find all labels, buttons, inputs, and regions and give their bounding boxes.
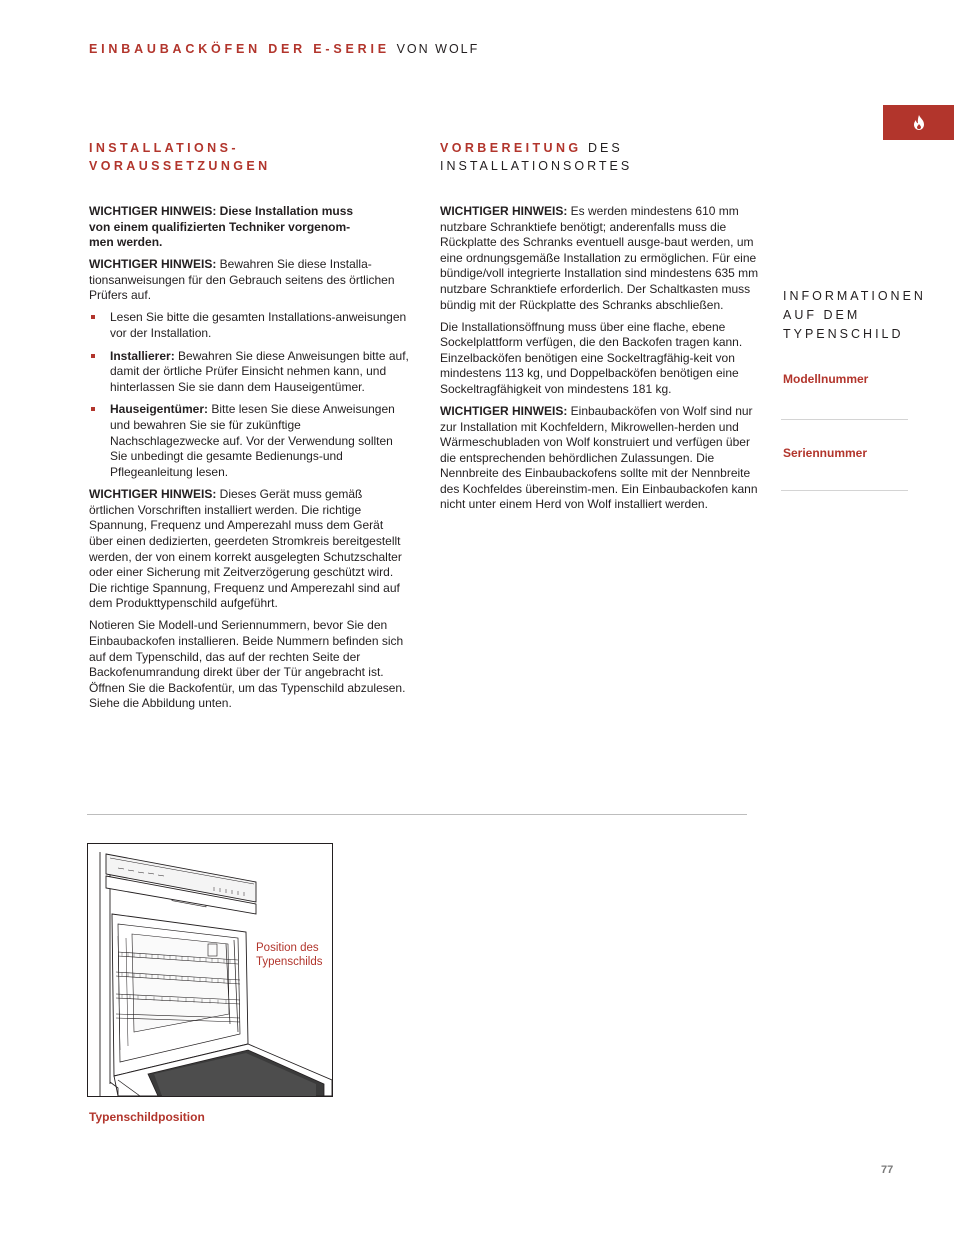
list-item	[89, 349, 409, 396]
divider	[781, 419, 908, 420]
important-note-technician	[89, 204, 409, 251]
text-line: von einem qualifizierten Techniker vorgenom-	[89, 219, 351, 234]
flame-icon	[913, 115, 925, 130]
running-header	[89, 42, 479, 56]
serial-number-paragraph: Notieren Sie Modell-und Seriennummern, bevor Sie den Einbaubackofen installieren. Beide Nummern befinden sich auf dem Typenschild, das auf der rechten Seite der Backofenumrandung direkt über der Tür angebracht ist. Öffnen Sie die Backofentür, um das Typenschild abzulesen. Siehe die Abbildung unten.	[89, 618, 406, 711]
note-text: Bewahren Sie diese Installa-tionsanweisungen für den Gebrauch seitens des örtlichen Prüfers auf.	[89, 257, 395, 303]
note-label: WICHTIGER HINWEIS:	[89, 257, 217, 272]
important-note-compatibility	[440, 404, 762, 513]
text-line: WICHTIGER HINWEIS: Diese Installation muss	[89, 204, 354, 218]
list-item	[89, 402, 409, 480]
bullet-label: Hauseigentümer:	[110, 402, 209, 417]
oven-illustration-frame	[87, 843, 333, 1097]
callout-line: Typenschilds	[256, 956, 323, 968]
model-number-label: Modellnummer	[783, 372, 869, 386]
title-red: VORBEREITUNG	[440, 141, 582, 155]
serial-number-label: Seriennummer	[783, 446, 868, 460]
title-line: AUF DEM	[783, 307, 861, 322]
text-line: men werden.	[89, 235, 163, 250]
title-line: TYPENSCHILD	[783, 326, 904, 341]
installation-requirements-text	[89, 204, 409, 718]
page-number: 77	[881, 1164, 894, 1176]
title-line: INSTALLATIONS-	[89, 141, 239, 155]
title-line: VORAUSSETZUNGEN	[89, 159, 271, 173]
important-note-cabinet-depth	[440, 204, 762, 313]
note-text: Einbaubacköfen von Wolf sind nur zur Installation mit Kochfeldern, Mikrowellen-herden und Wärmeschubladen von Wolf konstruiert und verfügen über die entsprechenden behördlichen Zulassungen. Die Nennbreite des Einbaubackofens sollte mit der Nennbreite des Kochfeldes übereinstim-men. Ein Einbaubackofen kann nicht unter einem Herd von Wolf installiert werden.	[440, 403, 758, 512]
list-item	[89, 310, 409, 341]
figure-caption: Typenschildposition	[89, 1110, 205, 1124]
site-preparation-text	[440, 204, 762, 519]
title-line: INFORMATIONEN	[783, 289, 926, 303]
bullet-text: Bitte lesen Sie diese Anweisungen und bewahren Sie sie für zukünftige Nachschlagezwecke auf. Vor der Verwendung sollten Sie unbedingt die gesamte Bedienungs-und Pflegeanleitung lesen.	[110, 402, 395, 479]
note-text: Dieses Gerät muss gemäß örtlichen Vorschriften installiert werden. Die richtige Spannung, Frequenz und Amperezahl muss dem Gerät über einen dedizierten, geerdeten Stromkreis bereitgestellt werden, der von einem korrekt ausgelegten Schutzschalter oder einer Sicherung mit Zeitverzögerung geschützt wird. Die richtige Spannung, Frequenz und Amperezahl sind auf dem Produkttypenschild aufgeführt.	[89, 487, 402, 611]
header-brand: EINBAUBACKÖFEN DER E-SERIE	[89, 42, 390, 56]
callout-line: Position des	[256, 942, 319, 954]
note-label: WICHTIGER HINWEIS:	[440, 403, 568, 418]
divider	[781, 490, 908, 491]
sidebar-title	[783, 287, 926, 343]
section-title-preparation	[440, 139, 632, 175]
note-text: Es werden mindestens 610 mm nutzbare Schranktiefe benötigt; anderenfalls muss die Rückplatte des Schranks eventuell ausge-baut werden, um eine ordnungsgemäße Installation zu ermöglichen. Für eine bündige/voll integrierte Installation sind mindestens 635 mm nutzbare Schranktiefe erforderlich. Der Schaltkasten muss bündig mit der Rückplatte des Schranks abschließen.	[440, 204, 759, 312]
title-line: INSTALLATIONSORTES	[440, 159, 633, 173]
header-suffix: VON WOLF	[396, 42, 480, 56]
section-tab	[883, 105, 954, 140]
rating-plate-callout	[256, 941, 322, 969]
platform-paragraph: Die Installationsöffnung muss über eine flache, ebene Sockelplattform verfügen, die den Backofen tragen kann. Einzelbacköfen benötigen eine Sockeltragfähig-keit von mindestens 113 kg, und Doppelbacköfen benötigen eine Sockeltragfähigkeit von mindestens 181 kg.	[440, 319, 743, 396]
important-note-electrical	[89, 487, 409, 612]
bullet-list	[89, 310, 409, 480]
section-divider	[87, 814, 747, 815]
oven-illustration	[88, 844, 332, 1096]
title-rest: DES	[581, 141, 623, 155]
bullet-text: Lesen Sie bitte die gesamten Installations-anweisungen vor der Installation.	[110, 310, 407, 340]
section-title-installation	[89, 139, 271, 175]
bullet-label: Installierer:	[110, 348, 175, 363]
note-label: WICHTIGER HINWEIS:	[89, 487, 217, 502]
important-note-keep-instructions	[89, 257, 409, 304]
bullet-text: Bewahren Sie diese Anweisungen bitte auf, damit der örtliche Prüfer Einsicht nehmen kann, und hinterlassen Sie sie dann dem Hauseigentümer.	[110, 348, 409, 394]
note-label: WICHTIGER HINWEIS:	[440, 204, 568, 218]
